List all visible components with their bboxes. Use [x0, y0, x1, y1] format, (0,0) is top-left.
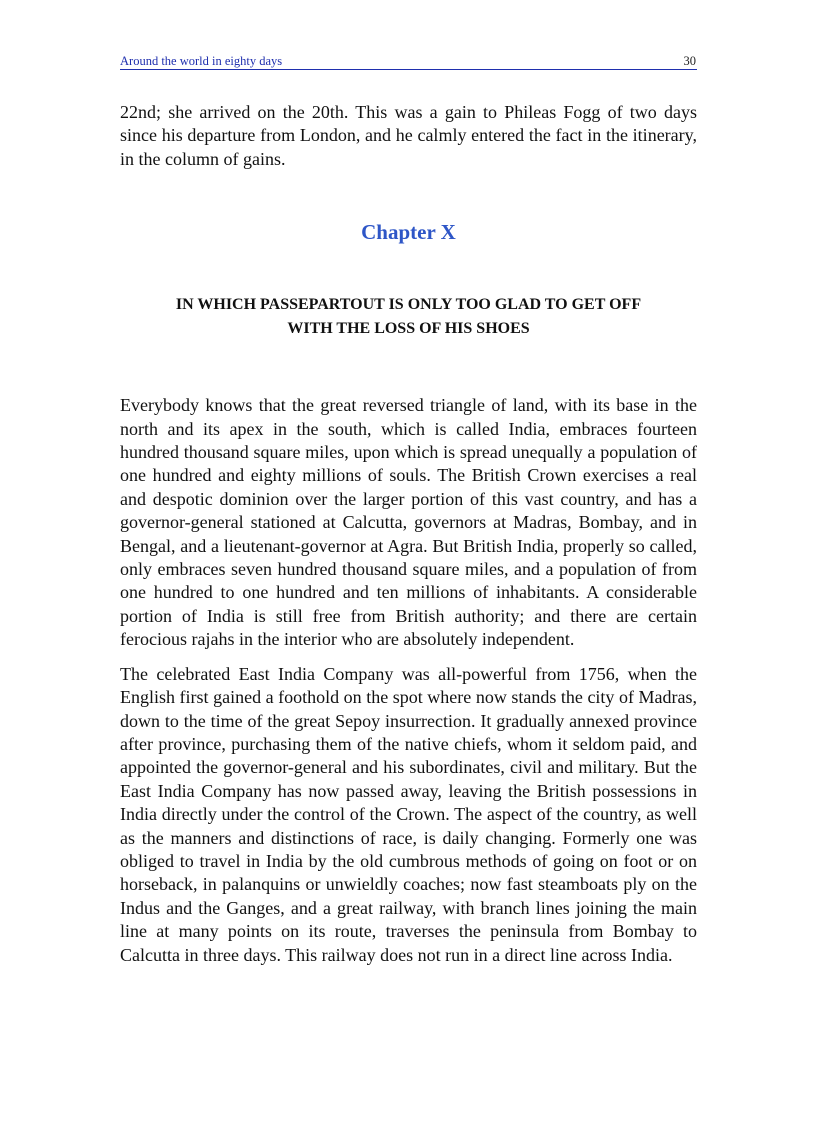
book-title-link[interactable]: Around the world in eighty days — [120, 54, 283, 68]
chapter-subtitle-line-2: WITH THE LOSS OF HIS SHOES — [287, 320, 530, 338]
chapter-subtitle-line-1: IN WHICH PASSEPARTOUT IS ONLY TOO GLAD TO GET OFF — [175, 296, 642, 314]
chapter-heading: Chapter X — [361, 220, 456, 245]
running-header — [120, 54, 697, 70]
page-number: 30 — [683, 54, 696, 68]
chapter-body — [120, 394, 697, 967]
paragraph-east-india-company: The celebrated East India Company was all-powerful from 1756, when the English first gained a foothold on the spot where now stands the city of Madras, down to the time of the great Sepoy insurrection. It gradually annexed province after province, purchasing them of the native chiefs, whom it seldom paid, and appointed the governor-general and his subordinates, civil and military. But the East India Company has now passed away, leaving the British possessions in India directly under the control of the Crown. The aspect of the country, as well as the manners and distinctions of race, is daily changing. Formerly one was obliged to travel in India by the old cumbrous methods of going on foot or on horseback, in palanquins or unwieldly coaches; now fast steamboats ply on the Indus and the Ganges, and a great railway, with branch lines joining the main line at many points on its route, traverses the peninsula from Bombay to Calcutta in three days. This railway does not run in a direct line across India. — [120, 663, 697, 965]
continuation-paragraph: 22nd; she arrived on the 20th. This was a gain to Phileas Fogg of two days since his departure from London, and he calmly entered the fact in the itinerary, in the column of gains. — [120, 102, 697, 169]
chapter-subtitle — [120, 293, 697, 341]
page-content — [120, 101, 697, 967]
paragraph-india-overview: Everybody knows that the great reversed triangle of land, with its base in the north and its apex in the south, which is called India, embraces fourteen hundred thousand square miles, upon which is spread unequally a population of one hundred and eighty millions of souls. The British Crown exercises a real and despotic dominion over the larger portion of this vast country, and has a governor-general stationed at Calcutta, governors at Madras, Bombay, and in Bengal, and a lieutenant-governor at Agra. But British India, properly so called, only embraces seven hundred thousand square miles, and a population of from one hundred to one hundred and ten millions of inhabitants. A considerable portion of India is still free from British authority; and there are certain ferocious rajahs in the interior who are absolutely independent. — [120, 395, 697, 650]
